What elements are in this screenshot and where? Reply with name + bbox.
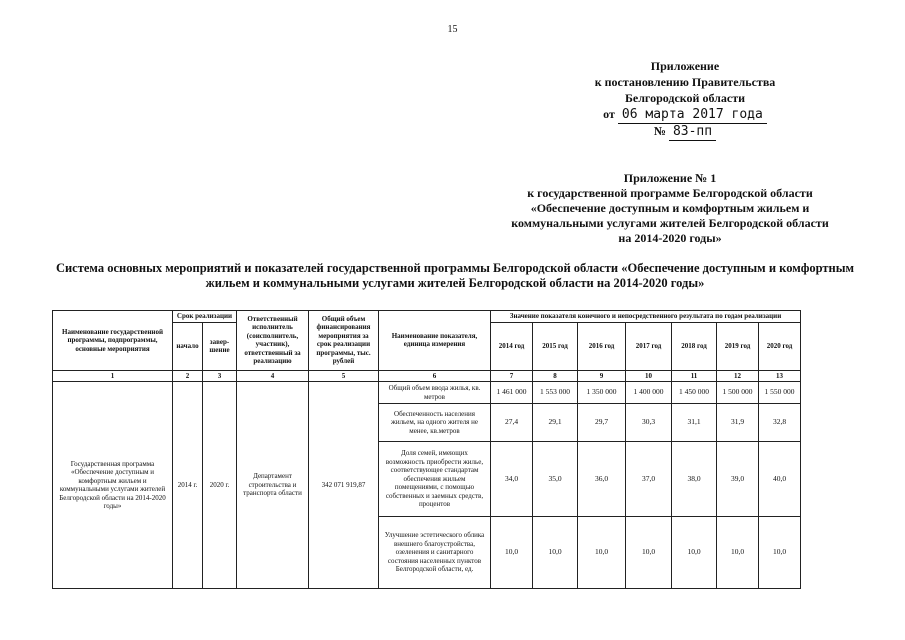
header-indicator: Наименование показателя, единица измерения <box>379 311 491 371</box>
indicator-value: 10,0 <box>626 517 672 589</box>
indicator-value: 38,0 <box>672 442 717 517</box>
column-number: 5 <box>309 370 379 382</box>
indicator-value: 30,3 <box>626 404 672 442</box>
header-responsible: Ответственный исполнитель (соисполнитель, участник), ответственный за реализацию <box>237 311 309 371</box>
annex-number: 83-пп <box>669 124 716 141</box>
document-title <box>40 261 870 291</box>
indicator-name: Общий объем ввода жилья, кв. метров <box>379 382 491 404</box>
annex-date-line <box>520 106 850 124</box>
annex1-line2: к государственной программе Белгородской области <box>527 186 813 200</box>
header-name: Наименование государственной программы, подпрограммы, основные мероприятия <box>53 311 173 371</box>
program-name: Государственная программа «Обеспечение доступным и комфортным жильем и коммунальными услугами жителей Белгородской области на 2014-2020 годы» <box>53 382 173 589</box>
header-values-group: Значение показателя конечного и непосредственного результата по годам реализации <box>491 311 801 323</box>
column-number: 1 <box>53 370 173 382</box>
indicator-value: 37,0 <box>626 442 672 517</box>
program-start: 2014 г. <box>173 382 203 589</box>
indicator-value: 27,4 <box>491 404 533 442</box>
indicator-value: 29,1 <box>533 404 578 442</box>
indicator-value: 29,7 <box>578 404 626 442</box>
header-start: начало <box>173 322 203 370</box>
program-funding: 342 071 919,87 <box>309 382 379 589</box>
indicator-value: 39,0 <box>717 442 759 517</box>
column-number: 10 <box>626 370 672 382</box>
indicator-value: 10,0 <box>578 517 626 589</box>
indicator-value: 1 400 000 <box>626 382 672 404</box>
header-year-2020: 2020 год <box>759 322 801 370</box>
indicator-value: 40,0 <box>759 442 801 517</box>
annex1-line4: коммунальными услугами жителей Белгородской области <box>511 216 829 230</box>
indicator-value: 31,1 <box>672 404 717 442</box>
header-year-2018: 2018 год <box>672 322 717 370</box>
indicator-value: 1 550 000 <box>759 382 801 404</box>
program-end: 2020 г. <box>203 382 237 589</box>
annex-title: Приложение <box>650 59 720 73</box>
column-number: 13 <box>759 370 801 382</box>
annex-date: 06 марта 2017 года <box>618 107 767 124</box>
annex1-title: Приложение № 1 <box>623 171 717 185</box>
indicator-value: 32,8 <box>759 404 801 442</box>
annex-from-label: от <box>603 107 615 121</box>
header-period: Срок реализации <box>173 311 237 323</box>
indicator-value: 10,0 <box>491 517 533 589</box>
page-number: 15 <box>447 24 458 35</box>
header-year-2014: 2014 год <box>491 322 533 370</box>
header-year-2019: 2019 год <box>717 322 759 370</box>
indicator-name: Обеспеченность населения жильем, на одного жителя не менее, кв.метров <box>379 404 491 442</box>
indicator-value: 10,0 <box>717 517 759 589</box>
table-row <box>53 382 801 404</box>
header-year-2017: 2017 год <box>626 322 672 370</box>
indicator-value: 1 350 000 <box>578 382 626 404</box>
document-title-line1: Система основных мероприятий и показателей государственной программы Белгородской области «Обеспечение доступным и комфортным <box>55 261 855 275</box>
annex-resolution-line: к постановлению Правительства <box>594 75 776 89</box>
column-number: 12 <box>717 370 759 382</box>
indicator-value: 10,0 <box>533 517 578 589</box>
column-number: 4 <box>237 370 309 382</box>
header-year-2016: 2016 год <box>578 322 626 370</box>
indicator-value: 31,9 <box>717 404 759 442</box>
indicator-value: 1 553 000 <box>533 382 578 404</box>
indicators-table <box>52 310 801 589</box>
header-end: завер-шение <box>203 322 237 370</box>
indicator-value: 35,0 <box>533 442 578 517</box>
column-number: 11 <box>672 370 717 382</box>
annex1-line3: «Обеспечение доступным и комфортным жильем и <box>530 201 810 215</box>
column-number: 2 <box>173 370 203 382</box>
column-number-row <box>53 370 801 382</box>
column-number: 3 <box>203 370 237 382</box>
indicator-value: 1 450 000 <box>672 382 717 404</box>
annex1-line5: на 2014-2020 годы» <box>618 231 722 245</box>
header-year-2015: 2015 год <box>533 322 578 370</box>
indicator-value: 1 500 000 <box>717 382 759 404</box>
column-number: 8 <box>533 370 578 382</box>
indicator-value: 36,0 <box>578 442 626 517</box>
indicator-name: Улучшение эстетического облика внешнего благоустройства, озеленения и санитарного состояния населенных пунктов Белгородской области, ед. <box>379 517 491 589</box>
indicator-value: 10,0 <box>672 517 717 589</box>
document-title-line2: жильем и коммунальными услугами жителей Белгородской области на 2014-2020 годы» <box>205 276 705 290</box>
indicator-value: 1 461 000 <box>491 382 533 404</box>
annex-region-line: Белгородской области <box>624 91 746 105</box>
program-responsible: Департамент строительства и транспорта области <box>237 382 309 589</box>
indicator-value: 34,0 <box>491 442 533 517</box>
column-number: 7 <box>491 370 533 382</box>
annex-number-label: № <box>653 124 666 138</box>
column-number: 9 <box>578 370 626 382</box>
annex-number-line <box>520 123 850 141</box>
indicator-name: Доля семей, имеющих возможность приобрести жилье, соответствующее стандартам обеспечения жильем помещениями, с помощью собственных и заемных средств, процентов <box>379 442 491 517</box>
indicator-value: 10,0 <box>759 517 801 589</box>
header-funding: Общий объем финансирования мероприятия за срок реализации программы, тыс. рублей <box>309 311 379 371</box>
column-number: 6 <box>379 370 491 382</box>
